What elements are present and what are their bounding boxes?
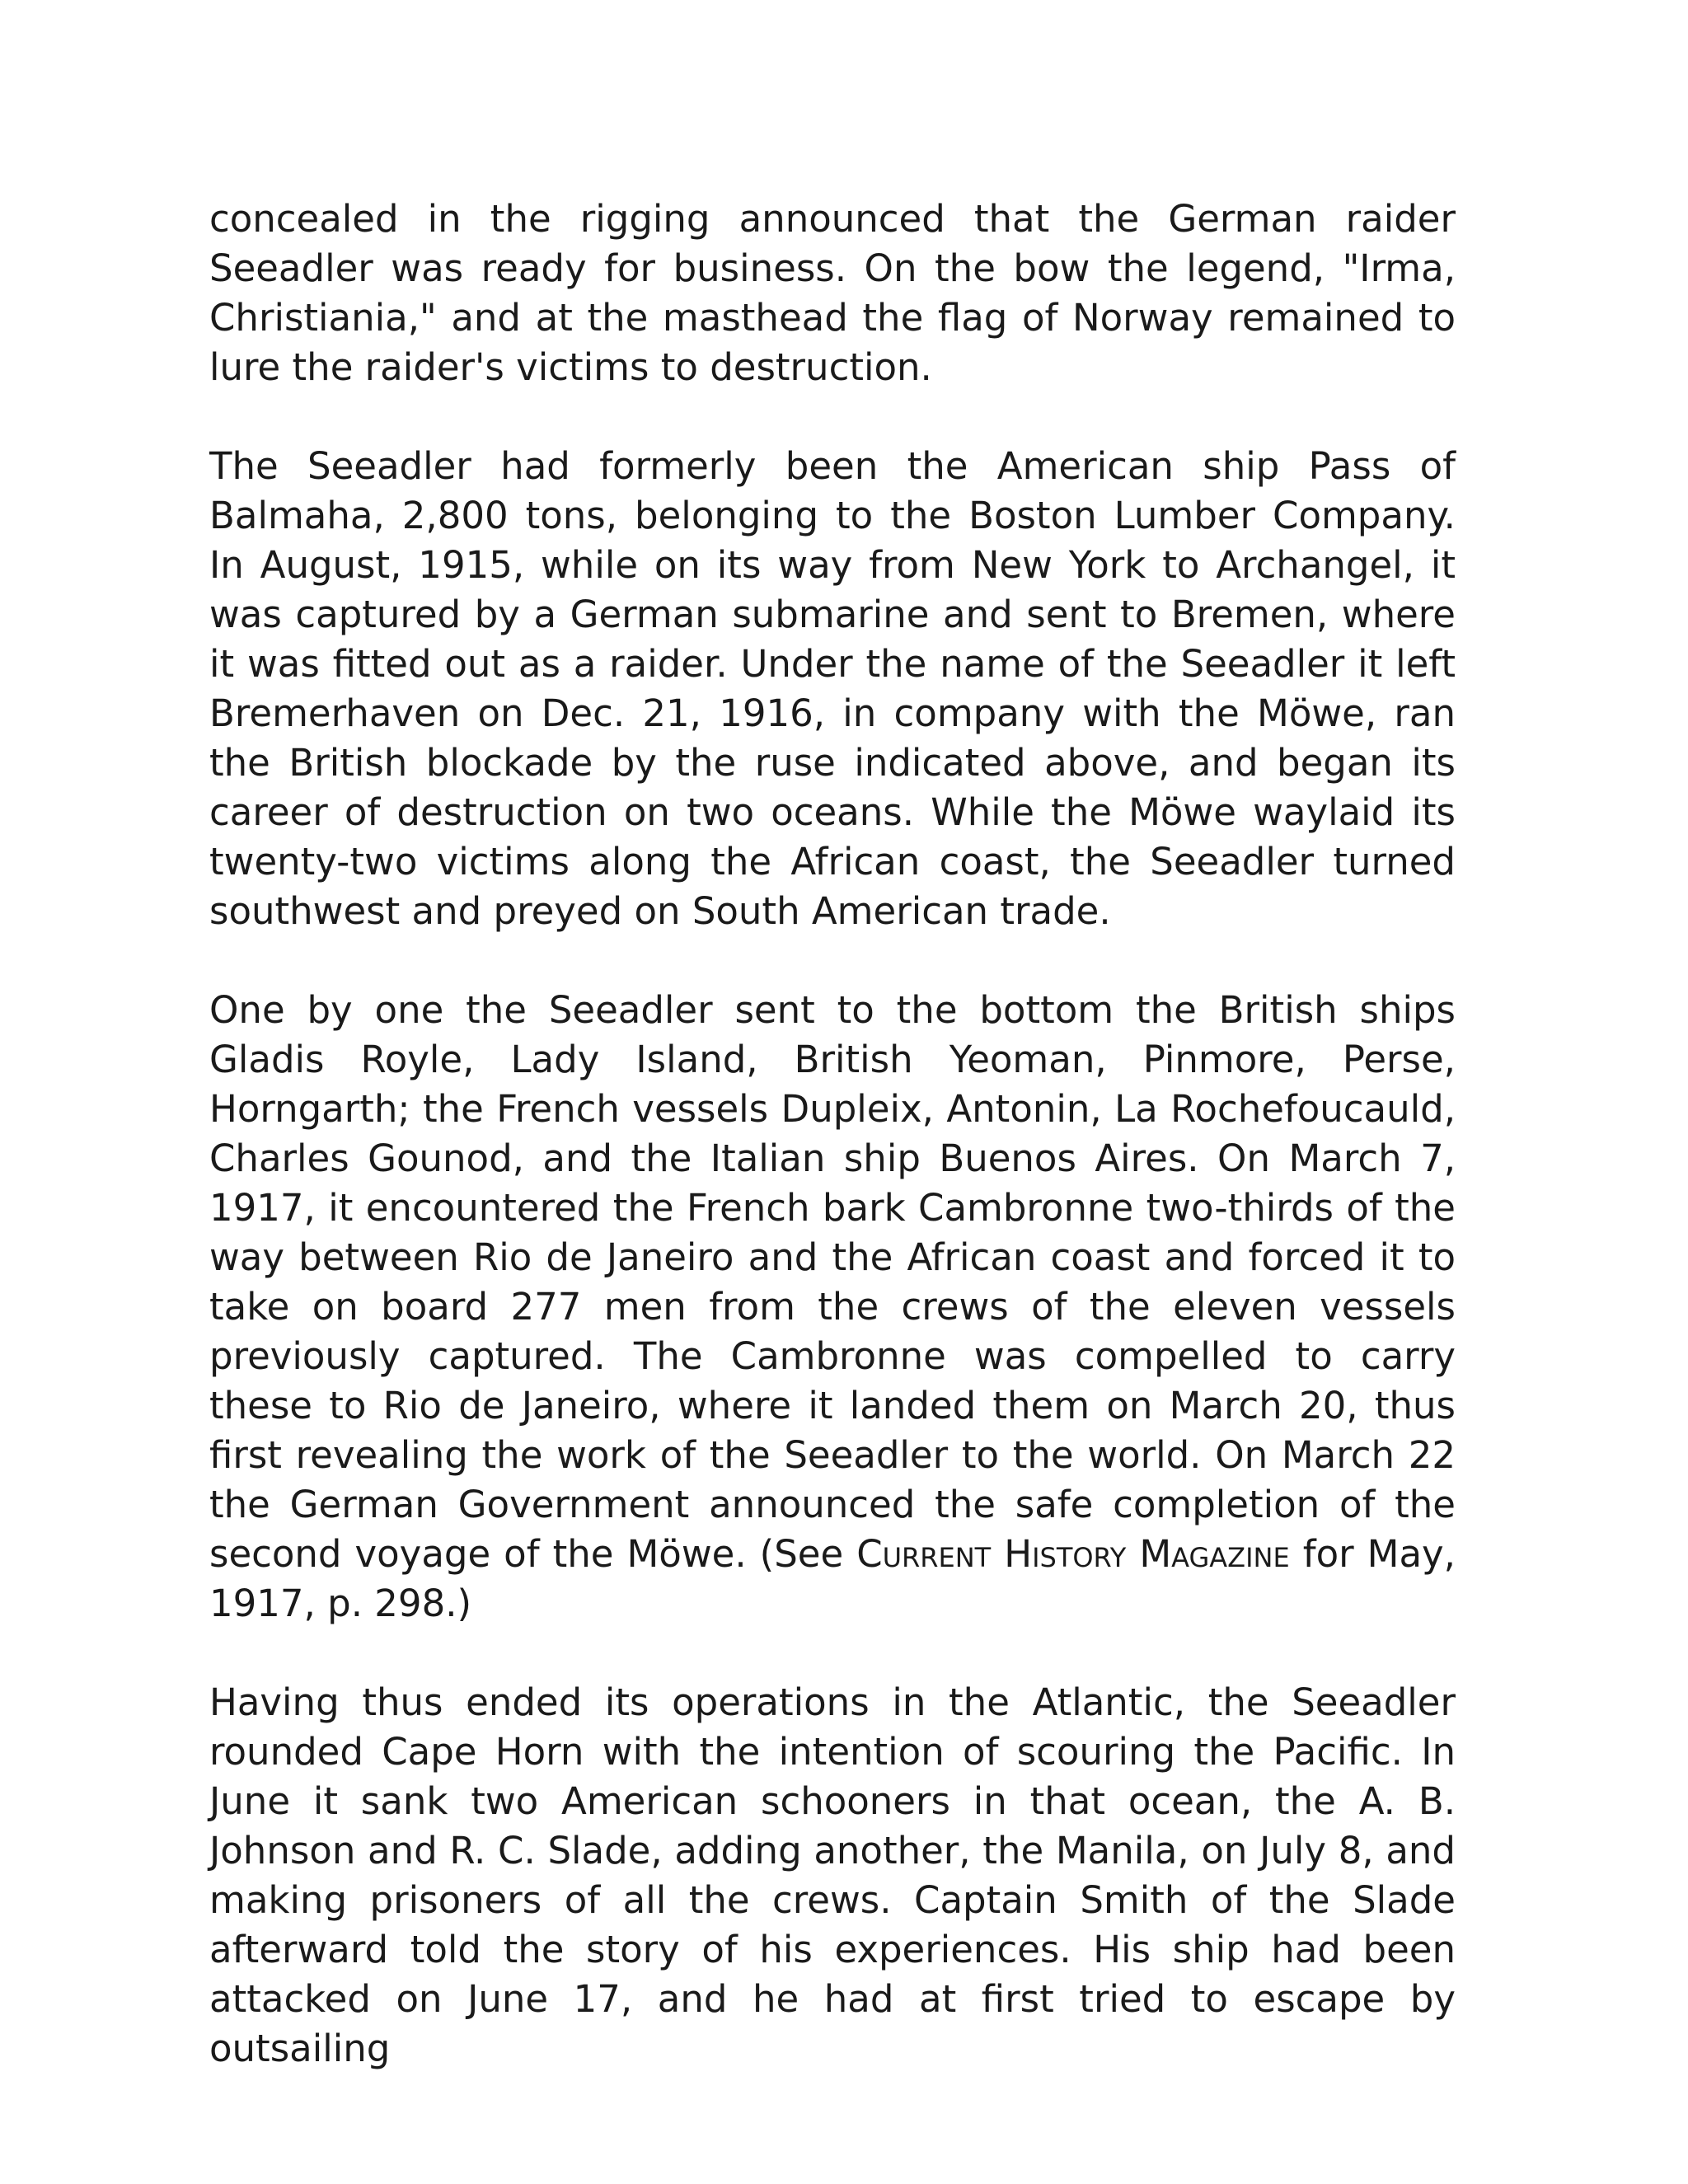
paragraph-1: concealed in the rigging announced that the German raider Seeadler was ready for business. On the bow the legend, "Irma, Christiania," and at the masthead the flag of Norway remained to lure the raider's victims to destruction. — [209, 197, 1456, 389]
paragraph-3 — [209, 986, 1456, 1629]
paragraph-3-text: One by one the Seeadler sent to the bottom the British ships Gladis Royle, Lady Island, British Yeoman, Pinmore, Perse, Horngarth; the French vessels Dupleix, Antonin, La Rochefoucauld, Charles Gounod, and the Italian ship Buenos Aires. On March 7, 1917, it encountered the French bark Cambronne two-thirds of the way between Rio de Janeiro and the African coast and forced it to take on board 277 men from the crews of the eleven vessels previously captured. The Cambronne was compelled to carry these to Rio de Janeiro, where it landed them on March 20, thus first revealing the work of the Seeadler to the world. On March 22 the German Government announced the safe completion of the second voyage of the Möwe. (See — [209, 988, 1456, 1576]
magazine-title: Current History Magazine — [856, 1532, 1290, 1576]
page-body — [209, 194, 1456, 2123]
paragraph-3-tail: for May, 1917, p. 298.) — [209, 1532, 1456, 1625]
paragraph-2: The Seeadler had formerly been the American ship Pass of Balmaha, 2,800 tons, belonging to the Boston Lumber Company. In August, 1915, while on its way from New York to Archangel, it was captured by a German submarine and sent to Bremen, where it was fitted out as a raider. Under the name of the Seeadler it left Bremerhaven on Dec. 21, 1916, in company with the Möwe, ran the British blockade by the ruse indicated above, and began its career of destruction on two oceans. While the Möwe waylaid its twenty-two victims along the African coast, the Seeadler turned southwest and preyed on South American trade. — [209, 444, 1456, 933]
paragraph-4: Having thus ended its operations in the Atlantic, the Seeadler rounded Cape Horn with the intention of scouring the Pacific. In June it sank two American schooners in that ocean, the A. B. Johnson and R. C. Slade, adding another, the Manila, on July 8, and making prisoners of all the crews. Captain Smith of the Slade afterward told the story of his experiences. His ship had been attacked on June 17, and he had at first tried to escape by outsailing — [209, 1680, 1456, 2070]
